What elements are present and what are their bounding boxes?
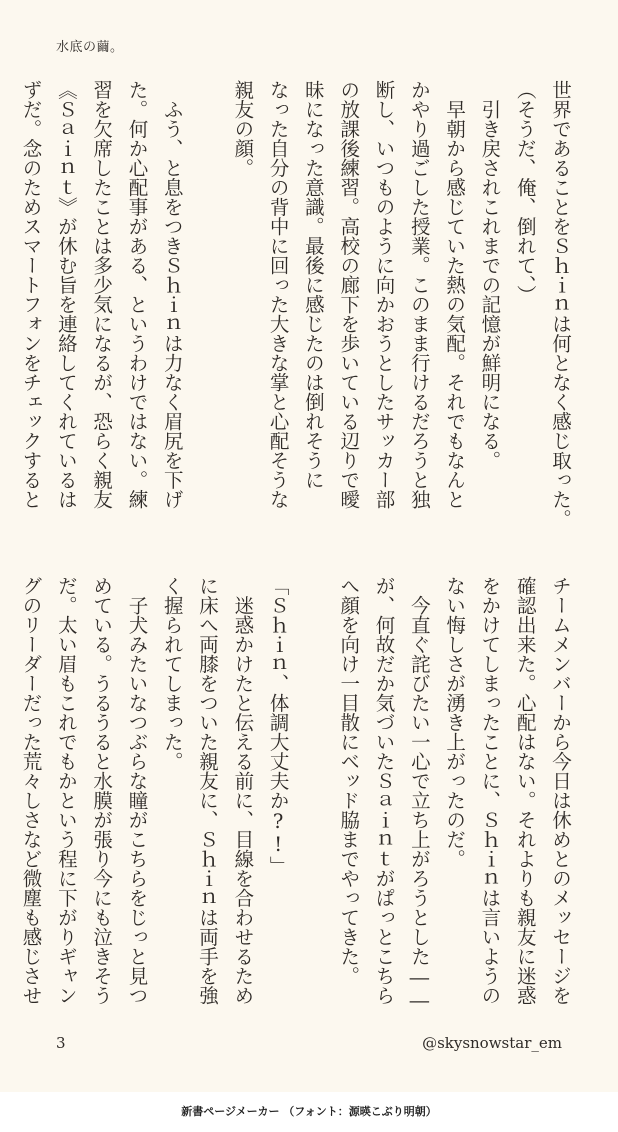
text-line: 早朝から感じていた熱の気配。それでもなんと — [443, 80, 467, 509]
text-line: ずだ。念のためスマートフォンをチェックすると — [19, 80, 43, 509]
text-line: ない悔しさが湧き上がったのだ。 — [443, 576, 467, 869]
text-line: グのリーダーだった荒々しさなど微塵も感じさせ — [19, 576, 43, 1005]
blank-line — [190, 80, 225, 530]
text-line: 断し、いつものように向かおうとしたサッカー部 — [372, 80, 396, 509]
text-line: をかけてしまったことに、Ｓｈｉｎは言いようの — [478, 576, 502, 1005]
author-handle: @skysnowstar_em — [422, 1034, 562, 1052]
text-line: に床へ両膝をついた親友に、Ｓｈｉｎは両手を強 — [196, 576, 220, 1005]
text-line: 今直ぐ詫びたい一心で立ち上がろうとした―― — [407, 576, 431, 1012]
text-line: 迷惑かけたと伝える前に、目線を合わせるため — [231, 576, 255, 1005]
text-line: （そうだ、俺、倒れて、） — [513, 80, 537, 305]
text-line: の放課後練習。高校の廊下を歩いている辺りで曖 — [337, 80, 361, 509]
running-header-title: 水底の繭。 — [56, 40, 124, 55]
text-line: かやり過ごした授業。このまま行けるだろうと独 — [407, 80, 431, 509]
text-line: く握られてしまった。 — [160, 576, 184, 771]
generator-credit: 新書ページメーカー （フォント：源暎こぶり明朝） — [181, 1105, 437, 1118]
text-line: 子犬みたいなつぶらな瞳がこちらをじっと見つ — [125, 576, 149, 1005]
text-line: 昧になった意識。最後に感じたのは倒れそうに — [301, 80, 325, 490]
text-column-lower — [19, 576, 578, 1016]
text-line: 習を欠席したことは多少気になるが、恐らく親友 — [90, 80, 114, 509]
text-line: だ。太い眉もこれでもかという程に下がりギャン — [54, 576, 78, 1005]
text-line: へ顔を向け一目散にベッド脇までやってきた。 — [337, 576, 361, 986]
text-line: 「Ｓｈｉｎ、体調大丈夫か?!」 — [266, 576, 290, 876]
text-line: めている。うるうると水膜が張り今にも泣きそう — [90, 576, 114, 1005]
text-line: 親友の顔。 — [231, 80, 255, 178]
text-line: が、何故だか気づいたＳａｉｎｔがぱっとこちら — [372, 576, 396, 1005]
text-column-upper — [19, 80, 578, 530]
page-number: 3 — [56, 1034, 66, 1052]
text-line: 世界であることをＳｈｉｎは何となく感じ取った。 — [549, 80, 572, 529]
text-line: なった自分の背中に回った大きな掌と心配そうな — [266, 80, 290, 509]
text-line: 確認出来た。心配はない。それよりも親友に迷惑 — [513, 576, 537, 1005]
text-line: チームメンバーから今日は休めとのメッセージを — [549, 576, 572, 1005]
blank-line — [296, 576, 331, 1016]
text-line: 引き戻されこれまでの記憶が鮮明になる。 — [478, 80, 502, 470]
page-footer — [56, 1034, 562, 1052]
text-line: 《Ｓａｉｎｔ》が休む旨を連絡してくれているは — [54, 80, 78, 509]
text-line: た。何か心配事がある、というわけではない。練 — [125, 80, 149, 509]
text-line: ふう、と息をつきＳｈｉｎは力なく眉尻を下げ — [160, 80, 184, 509]
